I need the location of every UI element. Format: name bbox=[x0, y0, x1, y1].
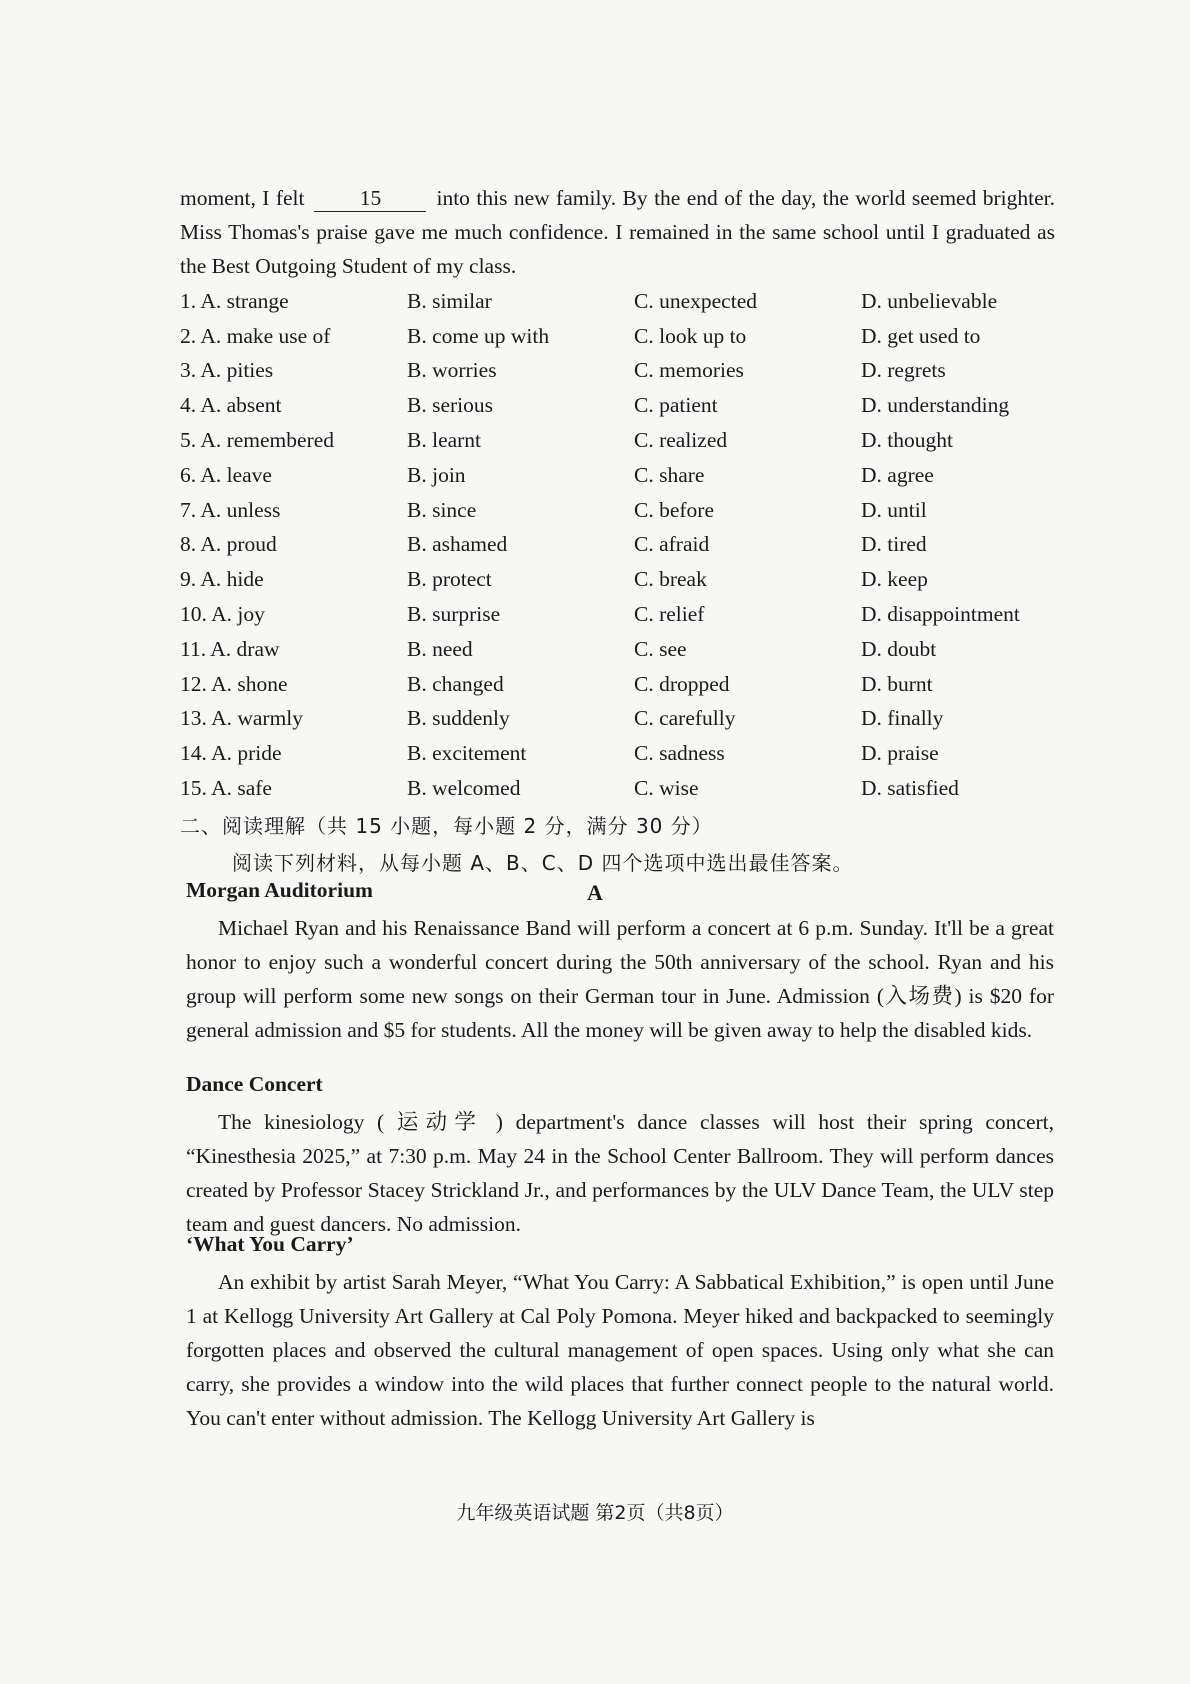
option-a: 6. A. leave bbox=[180, 462, 272, 487]
option-d: D. praise bbox=[861, 741, 939, 766]
option-c: C. before bbox=[634, 497, 714, 522]
option-d: D. doubt bbox=[861, 636, 937, 661]
option-b: B. surprise bbox=[407, 602, 501, 627]
option-d: D. burnt bbox=[861, 671, 933, 696]
option-b: B. excitement bbox=[407, 741, 527, 766]
option-c: C. break bbox=[634, 567, 707, 592]
option-row bbox=[180, 667, 1060, 702]
option-row bbox=[180, 354, 1060, 389]
option-a: 14. A. pride bbox=[180, 741, 282, 766]
option-c: C. wise bbox=[634, 776, 699, 801]
section-title: 二、阅读理解（共 15 小题，每小题 2 分，满分 30 分） bbox=[180, 814, 713, 838]
option-d: D. regrets bbox=[861, 358, 946, 383]
passage-paragraph: The kinesiology ( 运动学 ) department's dance classes will host their spring concert, “Kinesthesia 2025,” at 7:30 p.m. May 24 in the School Center Ballroom. They will perform dances created by Professor Stacey Strickland Jr., and performances by the ULV Dance Team, the ULV step team and guest dancers. No admission. bbox=[186, 1110, 1054, 1236]
option-b: B. come up with bbox=[407, 323, 550, 348]
option-c: C. relief bbox=[634, 602, 705, 627]
option-row bbox=[180, 388, 1060, 423]
option-b: B. protect bbox=[407, 567, 492, 592]
option-row bbox=[180, 736, 1060, 771]
option-d: D. tired bbox=[861, 532, 927, 557]
option-row bbox=[180, 319, 1060, 354]
option-row bbox=[180, 771, 1060, 806]
option-a: 13. A. warmly bbox=[180, 706, 304, 731]
option-row bbox=[180, 284, 1060, 319]
option-a: 4. A. absent bbox=[180, 393, 282, 418]
option-b: B. suddenly bbox=[407, 706, 510, 731]
option-d: D. understanding bbox=[861, 393, 1010, 418]
option-b: B. need bbox=[407, 636, 473, 661]
option-b: B. since bbox=[407, 497, 477, 522]
option-row bbox=[180, 597, 1060, 632]
option-d: D. disappointment bbox=[861, 602, 1020, 627]
option-b: B. similar bbox=[407, 288, 492, 313]
option-c: C. share bbox=[634, 462, 705, 487]
option-c: C. memories bbox=[634, 358, 744, 383]
option-d: D. unbelievable bbox=[861, 288, 998, 313]
option-row bbox=[180, 528, 1060, 563]
cloze-passage-ending bbox=[180, 181, 1055, 283]
option-b: B. serious bbox=[407, 393, 493, 418]
option-a: 2. A. make use of bbox=[180, 323, 331, 348]
option-c: C. carefully bbox=[634, 706, 736, 731]
option-b: B. ashamed bbox=[407, 532, 508, 557]
option-d: D. until bbox=[861, 497, 927, 522]
option-d: D. thought bbox=[861, 428, 953, 453]
option-row bbox=[180, 562, 1060, 597]
option-d: D. finally bbox=[861, 706, 944, 731]
option-d: D. agree bbox=[861, 462, 934, 487]
option-a: 10. A. joy bbox=[180, 602, 265, 627]
option-a: 9. A. hide bbox=[180, 567, 264, 592]
intro-after-blank: into this new family. By the end of the day, the world seemed brighter. Miss Thomas's praise gave me much confidence. I remained in the same school until I graduated as the Best Outgoing Student of my class. bbox=[180, 186, 1056, 278]
page-footer: 九年级英语试题 第2页（共8页） bbox=[456, 1502, 734, 1524]
passage-heading: ‘What You Carry’ bbox=[186, 1232, 354, 1256]
option-d: D. get used to bbox=[861, 323, 981, 348]
passage-paragraph: An exhibit by artist Sarah Meyer, “What You Carry: A Sabbatical Exhibition,” is open until June 1 at Kellogg University Art Gallery at Cal Poly Pomona. Meyer hiked and backpacked to seemingly forgotten places and observed the cultural management of open spaces. Using only what she can carry, she provides a window into the wild places that further connect people to the natural world. You can't enter without admission. The Kellogg University Art Gallery is bbox=[186, 1270, 1054, 1430]
option-c: C. see bbox=[634, 636, 687, 661]
option-b: B. learnt bbox=[407, 428, 482, 453]
option-c: C. sadness bbox=[634, 741, 725, 766]
option-row bbox=[180, 458, 1060, 493]
option-d: D. keep bbox=[861, 567, 928, 592]
option-b: B. join bbox=[407, 462, 466, 487]
option-a: 12. A. shone bbox=[180, 671, 288, 696]
option-a: 15. A. safe bbox=[180, 776, 272, 801]
option-row bbox=[180, 423, 1060, 458]
option-c: C. afraid bbox=[634, 532, 710, 557]
section-instruction: 阅读下列材料，从每小题 A、B、C、D 四个选项中选出最佳答案。 bbox=[232, 851, 854, 875]
option-b: B. welcomed bbox=[407, 776, 521, 801]
option-row bbox=[180, 632, 1060, 667]
option-c: C. look up to bbox=[634, 323, 747, 348]
option-a: 8. A. proud bbox=[180, 532, 277, 557]
passage-paragraph: Michael Ryan and his Renaissance Band will perform a concert at 6 p.m. Sunday. It'll be a great honor to enjoy such a wonderful concert during the 50th anniversary of the school. Ryan and his group will perform some new songs on their German tour in June. Admission (入场费) is $20 for general admission and $5 for students. All the money will be given away to help the disabled kids. bbox=[186, 916, 1054, 1042]
option-c: C. realized bbox=[634, 428, 728, 453]
option-a: 11. A. draw bbox=[180, 636, 280, 661]
answer-blank-15: 15 bbox=[314, 185, 426, 212]
option-a: 1. A. strange bbox=[180, 288, 289, 313]
option-a: 5. A. remembered bbox=[180, 428, 335, 453]
option-row bbox=[180, 493, 1060, 528]
intro-before-blank: moment, I felt bbox=[180, 186, 305, 210]
cloze-options-list bbox=[180, 284, 1060, 806]
passage-label: A bbox=[587, 880, 603, 905]
option-a: 7. A. unless bbox=[180, 497, 281, 522]
option-row bbox=[180, 702, 1060, 737]
option-a: 3. A. pities bbox=[180, 358, 274, 383]
option-c: C. dropped bbox=[634, 671, 730, 696]
option-d: D. satisfied bbox=[861, 776, 959, 801]
option-c: C. patient bbox=[634, 393, 718, 418]
option-c: C. unexpected bbox=[634, 288, 757, 313]
option-b: B. worries bbox=[407, 358, 497, 383]
passage-heading: Morgan Auditorium bbox=[186, 878, 373, 902]
option-b: B. changed bbox=[407, 671, 504, 696]
passage-heading: Dance Concert bbox=[186, 1072, 323, 1096]
